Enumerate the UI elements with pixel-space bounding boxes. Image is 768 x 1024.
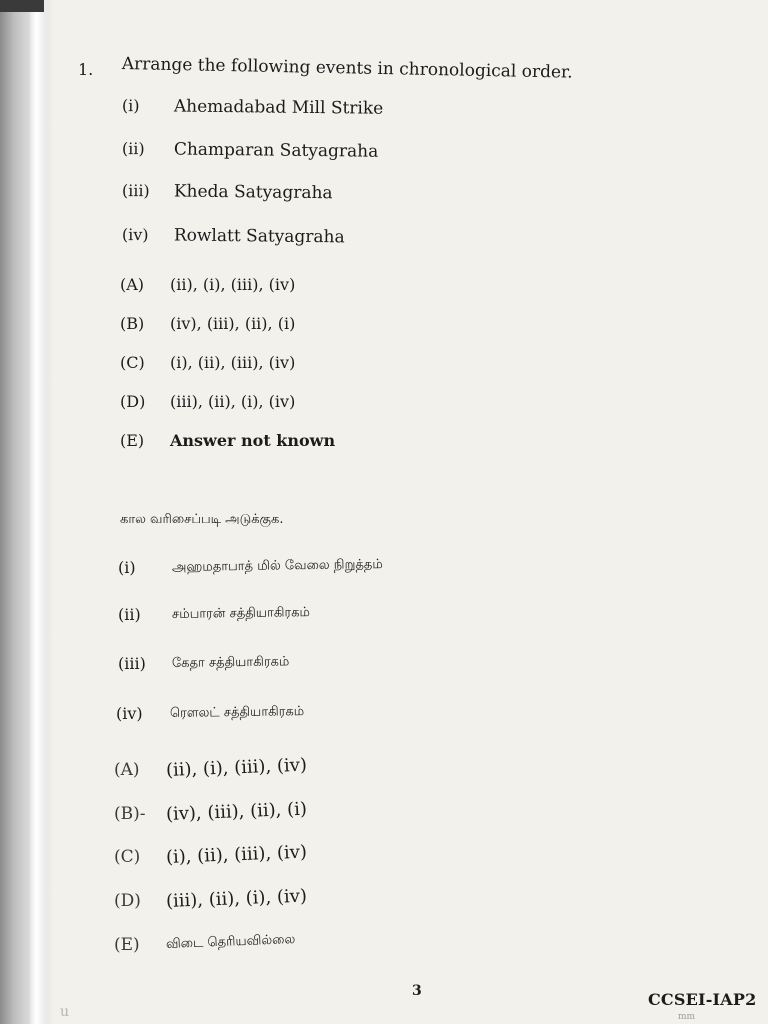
footer-mark: mm: [678, 1012, 696, 1022]
paper-code: CCSEI-IAP2: [648, 990, 757, 1009]
question-number: 1.: [78, 60, 94, 79]
question-page: 1. Arrange the following events in chronological order. (i) Ahemadabad Mill Strike (ii) Champaran Satyagraha (iii) Kheda Satyagraha (iv) Rowlatt Satyagraha (A) (ii), (i), (iii), (iv) (B) (iv), (iii), (ii), (i) (C) (i), (ii), (iii), (iv) (D) (iii), (ii), (i), (iv) (E) Answer not known கால வரிசைப்படி அடுக்குக. (i) அஹமதாபாத் மில் வேலை நிறுத்தம் (ii) சம்பாரன் சத்தியாகிரகம் (iii) கேதா சத்தியாகிரகம் (iv) ரௌலட் சத்தியாகிரகம் (A) (ii), (i), (iii), (iv) (B)- (iv), (iii), (ii), (i) (C) (i), (ii), (iii), (iv) (D) (iii), (ii), (i), (iv) (E) விடை தெரியவில்லை 3 CCSEI-IAP2 u mm: [60, 54, 757, 1022]
margin-mark: u: [60, 1004, 70, 1020]
page-number: 3: [412, 983, 422, 999]
question-text-ta: கால வரிசைப்படி அடுக்குக.: [120, 512, 284, 527]
question-text-en: Arrange the following events in chronological order.: [121, 54, 573, 83]
